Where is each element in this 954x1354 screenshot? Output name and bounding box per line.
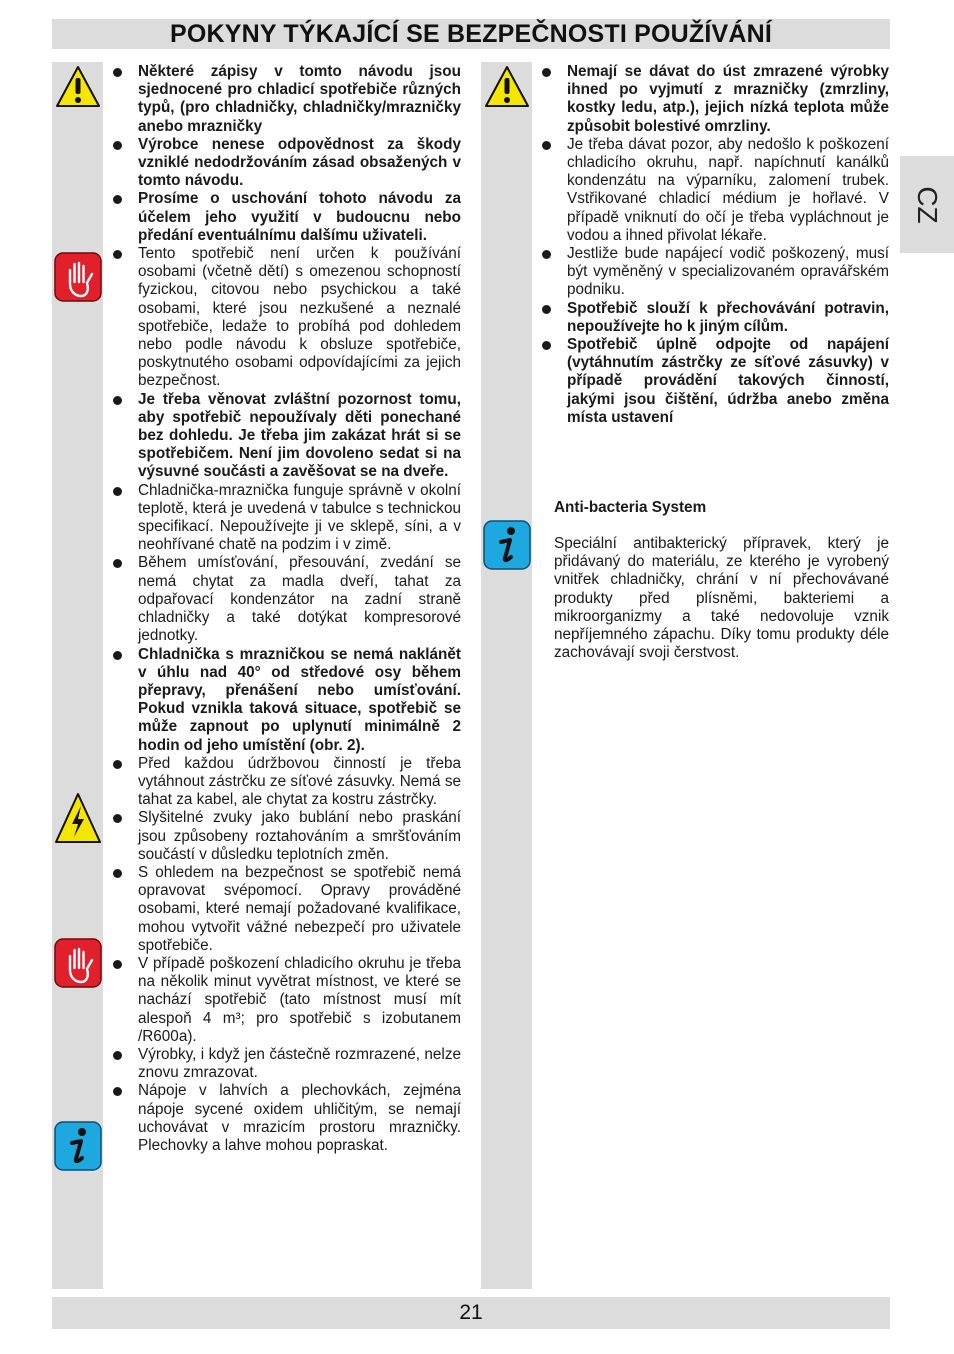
left-text-column [138, 63, 461, 1155]
list-item: Tento spotřebič není určen k používání osobami (včetně dětí) s omezenou schopností fyzickou, citovou nebo psychickou a také osobami, které jsou nezkušené a neznalé spotřebiče, ledaže to probíhá pod dohledem nebo podle návodu k obsluze spotřebiče, poskytnutého osobami odpovídajícími za jejich bezpečnost. [138, 245, 461, 390]
stop-hand-icon [54, 252, 102, 302]
electric-hazard-icon [54, 792, 102, 844]
language-code: CZ [912, 185, 943, 224]
list-item: Jestliže bude napájecí vodič poškozený, musí být vyměněný v specializovaném opravářském podniku. [567, 245, 889, 299]
list-item: Některé zápisy v tomto návodu jsou sjednocené pro chladicí spotřebiče různých typů, (pro chladničky, chladničky/mrazničky anebo mrazničky [138, 63, 461, 135]
right-text-column [567, 63, 889, 427]
list-item: Během umísťování, přesouvání, zvedání se nemá chytat za madla dveří, tahat za odpařovací kondenzátor na zadní straně chladničky a také dotýkat kompresorové jednotky. [138, 554, 461, 645]
title-bar [52, 19, 890, 49]
list-item: Spotřebič úplně odpojte od napájení (vytáhnutím zástrčky ze síťové zásuvky) v případě provádění takových činností, jakými jsou čištění, údržba anebo změna místa ustavení [567, 336, 889, 426]
list-item: Chladnička-mraznička funguje správně v okolní teplotě, která je uvedená v tabulce s technickou specifikací. Nepoužívejte ji ve sklepě, síni, a v neohřívané chatě na podzim i v zimě. [138, 481, 461, 554]
list-item: Je třeba dávat pozor, aby nedošlo k poškození chladicího okruhu, např. napíchnutí kanálků kondenzátu na výparníku, zalomení trubek. Vstřikované chladicí médium je hořlavé. V případě vniknutí do očí je třeba vypláchnout je vodou a ihned přivolat lékaře. [567, 135, 889, 244]
language-tab [900, 156, 954, 253]
list-item: Nemají se dávat do úst zmrazené výrobky ihned po vyjmutí z mrazničky (zmrzliny, kostky ledu, atp.), jejich nízká teplota může způsobit bolestivé omrzliny. [567, 63, 889, 135]
info-icon [54, 1121, 102, 1171]
footer-bar [52, 1297, 890, 1329]
right-icon-gutter [481, 62, 532, 1289]
list-item: Je třeba věnovat zvláštní pozornost tomu, aby spotřebič nepoužívaly děti ponechané bez dohledu. Je třeba jim zakázat hrát si se spotřebičem. Není jim dovoleno sedat si na výsuvné součásti a zavěšovat se na dveře. [138, 390, 461, 481]
list-item: S ohledem na bezpečnost se spotřebič nemá opravovat svépomocí. Opravy prováděné osobami, které nemají požadované kvalifikace, mohou vytvořit vážné nebezpečí pro uživatele spotřebiče. [138, 863, 461, 954]
warning-icon [55, 64, 101, 110]
list-item: Chladnička s mrazničkou se nemá naklánět v úhlu nad 40° od středové osy během přepravy, přenášení nebo umísťování. Pokud vznikla taková situace, spotřebič se může zapnout po uplynutí minimálně 2 hodin od jeho umístění (obr. 2). [138, 645, 461, 754]
page-title: POKYNY TÝKAJÍCÍ SE BEZPEČNOSTI POUŽÍVÁNÍ [169, 20, 773, 48]
warning-icon [484, 64, 530, 110]
list-item: Nápoje v lahvích a plechovkách, zejména nápoje sycené oxidem uhličitým, se nemají uchovávat v mrazicím prostoru mrazničky. Plechovky a lahve mohou popraskat. [138, 1082, 461, 1154]
info-icon [483, 520, 531, 570]
list-item: Slyšitelné zvuky jako bublání nebo praskání jsou způsobeny roztahováním a smršťováním součástí v důsledku teplotních změn. [138, 809, 461, 863]
page-number: 21 [459, 1301, 483, 1324]
left-icon-gutter [52, 62, 103, 1289]
list-item: Prosíme o uschování tohoto návodu za účelem jeho využití v budoucnu nebo předání eventuálnímu dalšímu uživateli. [138, 190, 461, 244]
list-item: Před každou údržbovou činností je třeba vytáhnout zástrčku ze síťové zásuvky. Nemá se tahat za kabel, ale chytat za kostru zástrčky. [138, 754, 461, 809]
anti-bacteria-text: Speciální antibakterický přípravek, který je přidávaný do materiálu, ze kterého je vyrobený vnitřek chladničky, chrání v ní přechovávané produkty před plísněmi, bakteriemi a mikroorganizmy a také nedovoluje vznik nepříjemného zápachu. Díky tomu produkty déle zachovávají svoji čerstvost. [554, 535, 889, 662]
list-item: Spotřebič slouží k přechovávání potravin, nepoužívejte ho k jiným cílům. [567, 299, 889, 335]
list-item: V případě poškození chladicího okruhu je třeba na několik minut vyvětrat místnost, ve které se nachází spotřebič (tato místnost musí mít alespoň 4 m³; pro spotřebič s izobutanem /R600a). [138, 954, 461, 1045]
list-item: Výrobky, i když jen částečně rozmrazené, nelze znovu zmrazovat. [138, 1045, 461, 1082]
stop-hand-icon [54, 938, 102, 988]
list-item: Výrobce nenese odpovědnost za škody vzniklé nedodržováním zásad obsažených v tomto návodu. [138, 135, 461, 190]
anti-bacteria-title: Anti-bacteria System [554, 499, 707, 516]
